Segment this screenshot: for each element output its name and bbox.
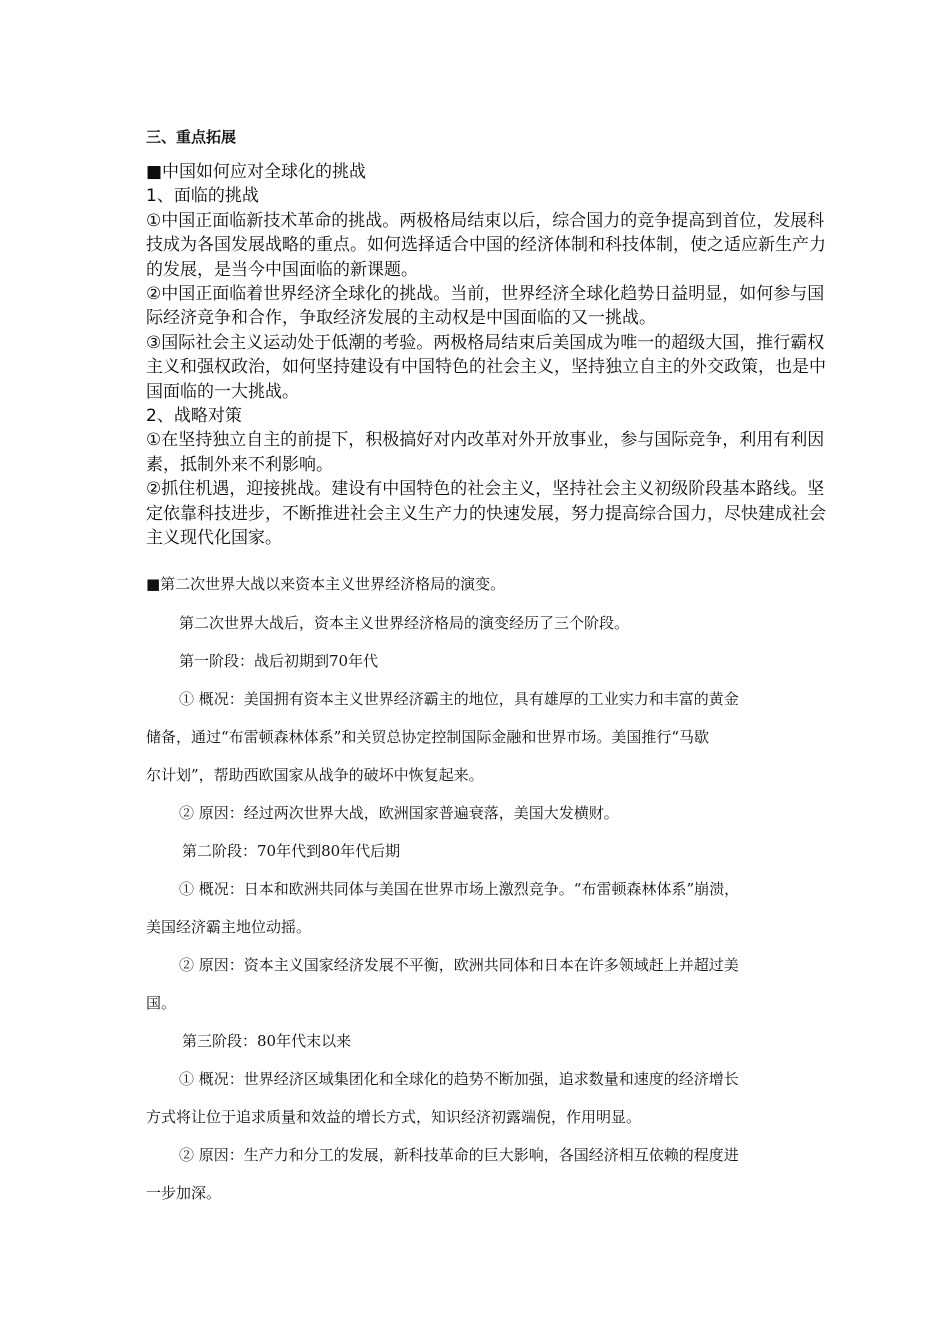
paragraph-line: 尔计划”，帮助西欧国家从战争的破坏中恢复起来。 bbox=[146, 766, 484, 784]
paragraph-line: ②中国正面临着世界经济全球化的挑战。当前，世界经济全球化趋势日益明显，如何参与国 bbox=[146, 284, 825, 305]
paragraph-line: ① 概况：世界经济区域集团化和全球化的趋势不断加强，追求数量和速度的经济增长 bbox=[179, 1070, 739, 1088]
stage-title: 第三阶段：80年代末以来 bbox=[182, 1032, 352, 1050]
paragraph-line: ① 概况：日本和欧洲共同体与美国在世界市场上激烈竞争。“布雷顿森林体系”崩溃， bbox=[179, 880, 740, 898]
paragraph-line: 技成为各国发展战略的重点。如何选择适合中国的经济体制和科技体制，使之适应新生产力 bbox=[146, 235, 826, 256]
paragraph-line: 主义和强权政治，如何坚持建设有中国特色的社会主义，坚持独立自主的外交政策，也是中 bbox=[146, 357, 826, 378]
subsection-title: ■中国如何应对全球化的挑战 bbox=[146, 162, 367, 182]
paragraph-line: 一步加深。 bbox=[146, 1184, 222, 1202]
paragraph-line: 主义现代化国家。 bbox=[146, 528, 282, 549]
paragraph-line: ② 原因：经过两次世界大战，欧洲国家普遍衰落，美国大发横财。 bbox=[179, 804, 619, 822]
stage-title: 第二阶段：70年代到80年代后期 bbox=[182, 842, 401, 860]
paragraph-line: 素，抵制外来不利影响。 bbox=[146, 454, 333, 475]
stage-title: 第一阶段：战后初期到70年代 bbox=[179, 652, 379, 670]
paragraph-line: ①在坚持独立自主的前提下，积极搞好对内改革对外开放事业，参与国际竞争，利用有利因 bbox=[146, 430, 825, 451]
paragraph-line: 国。 bbox=[146, 994, 177, 1012]
paragraph-line: ③国际社会主义运动处于低潮的考验。两极格局结束后美国成为唯一的超级大国，推行霸权 bbox=[146, 332, 825, 353]
paragraph-line: ①中国正面临新技术革命的挑战。两极格局结束以后，综合国力的竞争提高到首位，发展科 bbox=[146, 210, 825, 231]
paragraph-line: 储备，通过“布雷顿森林体系”和关贸总协定控制国际金融和世界市场。美国推行“马歇 bbox=[146, 728, 710, 746]
intro-paragraph: 第二次世界大战后，资本主义世界经济格局的演变经历了三个阶段。 bbox=[179, 614, 630, 632]
paragraph-line: 方式将让位于追求质量和效益的增长方式，知识经济初露端倪，作用明显。 bbox=[146, 1108, 642, 1126]
subsection-title: ■第二次世界大战以来资本主义世界经济格局的演变。 bbox=[146, 575, 506, 593]
paragraph-line: ②抓住机遇，迎接挑战。建设有中国特色的社会主义，坚持社会主义初级阶段基本路线。坚 bbox=[146, 479, 825, 500]
paragraph-line: ② 原因：生产力和分工的发展，新科技革命的巨大影响，各国经济相互依赖的程度进 bbox=[179, 1146, 739, 1164]
paragraph-line: 国面临的一大挑战。 bbox=[146, 381, 299, 402]
paragraph-line: 定依靠科技进步，不断推进社会主义生产力的快速发展，努力提高综合国力，尽快建成社会 bbox=[146, 503, 826, 524]
subheading-strategies: 2、战略对策 bbox=[146, 406, 242, 427]
paragraph-line: 美国经济霸主地位动摇。 bbox=[146, 918, 312, 936]
globalization-challenge-section bbox=[146, 160, 826, 551]
subheading-challenges: 1、面临的挑战 bbox=[146, 186, 259, 207]
section-heading: 三、重点拓展 bbox=[146, 128, 237, 146]
paragraph-line: 际经济竞争和合作，争取经济发展的主动权是中国面临的又一挑战。 bbox=[146, 308, 656, 329]
paragraph-line: 的发展，是当今中国面临的新课题。 bbox=[146, 259, 418, 280]
paragraph-line: ② 原因：资本主义国家经济发展不平衡，欧洲共同体和日本在许多领域赶上并超过美 bbox=[179, 956, 739, 974]
paragraph-line: ① 概况：美国拥有资本主义世界经济霸主的地位，具有雄厚的工业实力和丰富的黄金 bbox=[179, 690, 739, 708]
